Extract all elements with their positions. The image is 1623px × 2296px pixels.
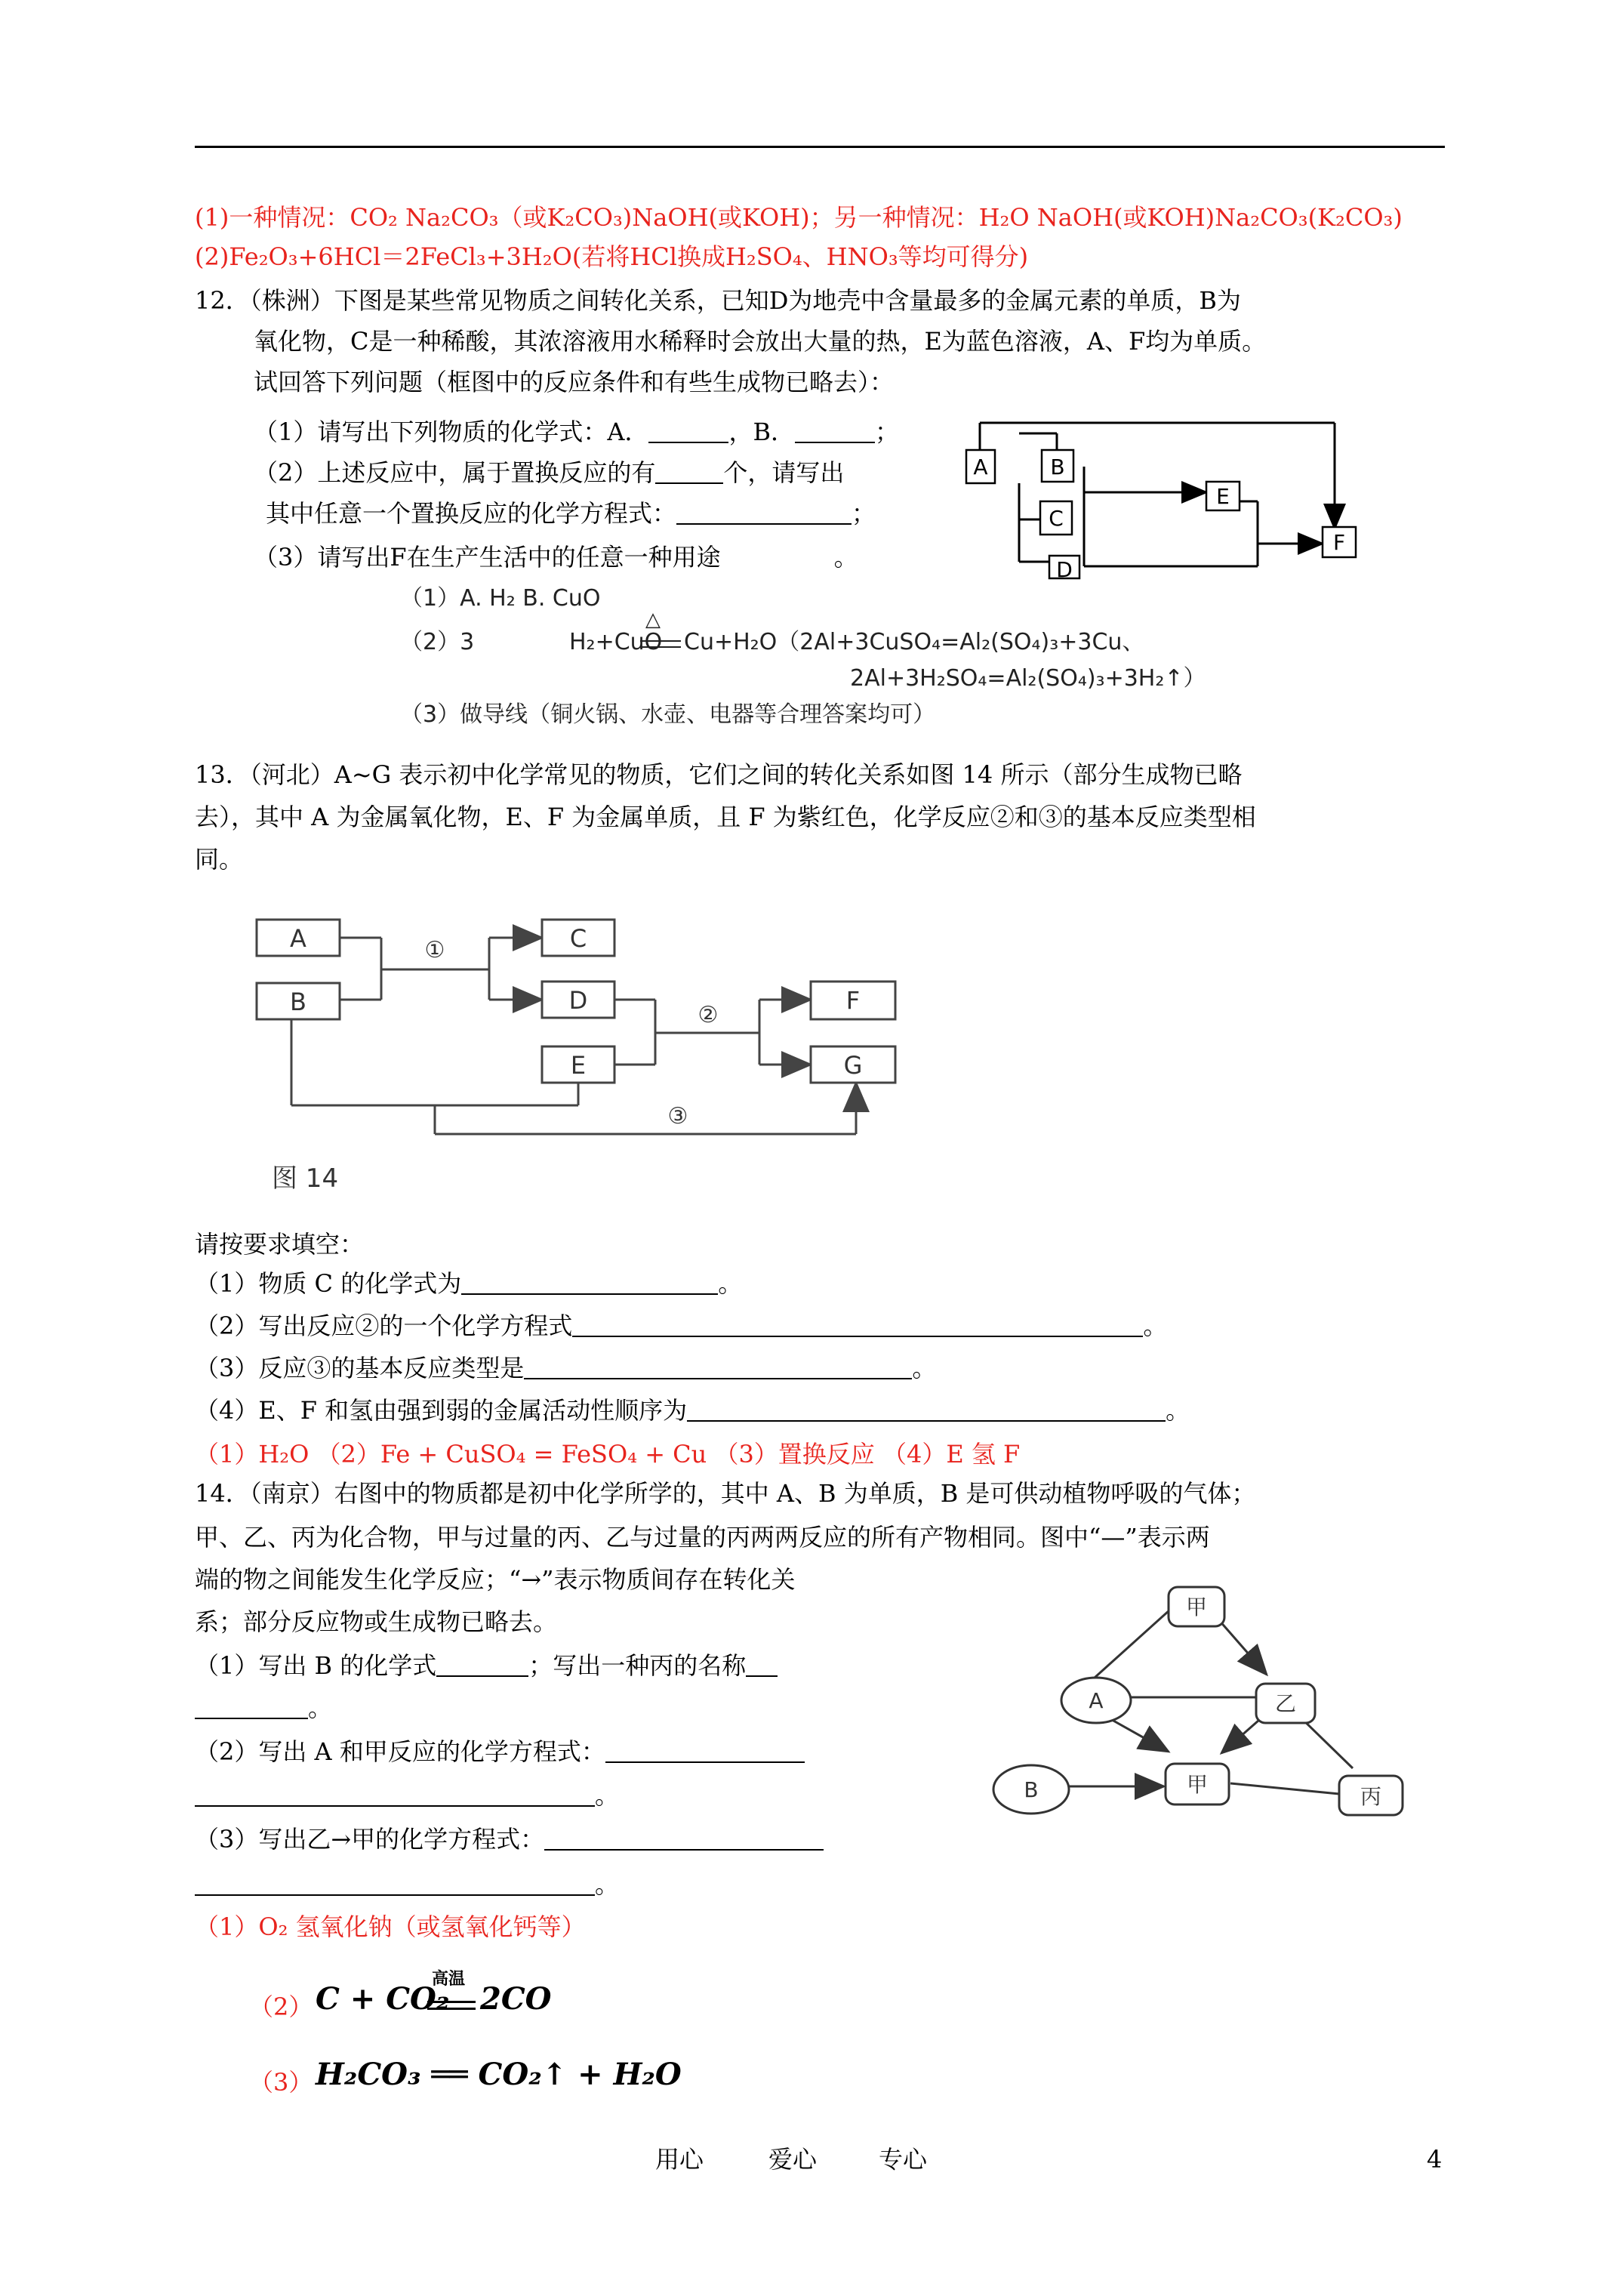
q12-part-2a-end: 个，请写出	[723, 458, 845, 487]
q14-part-1-cont	[195, 1691, 332, 1724]
q14-part-3	[195, 1823, 824, 1856]
q14-answer-2-condition: 高温	[432, 1970, 466, 1989]
q14-node-jia-top: 甲	[1185, 1595, 1208, 1620]
q14-part-2-end: 。	[595, 1781, 620, 1810]
q14-part-3-end: 。	[595, 1870, 620, 1899]
q12-node-d: D	[1056, 557, 1073, 581]
q14-blank-1a[interactable]	[436, 1653, 528, 1677]
q14-blank-3b[interactable]	[195, 1872, 595, 1896]
q13-part-1	[195, 1267, 742, 1300]
q13-answer: （1）H₂O （2）Fe + CuSO₄ = FeSO₄ + Cu （3）置换反应 （4）E 氢 F	[195, 1440, 1021, 1469]
q12-part-2b-end: ；	[852, 499, 876, 528]
q13-reaction-2-label: ②	[698, 1002, 719, 1028]
q14-part-3-text: （3）写出乙→甲的化学方程式：	[195, 1825, 545, 1854]
q14-part-1-mid: ；写出一种丙的名称	[528, 1651, 747, 1680]
footer-item-2: 爱心	[768, 2145, 818, 2174]
q13-blank-3[interactable]	[524, 1355, 912, 1379]
q14-part-2-cont	[195, 1779, 619, 1812]
q14-stem-line-2: 甲、乙、丙为化合物，甲与过量的丙、乙与过量的丙两两反应的所有产物相同。图中“—”表示两	[195, 1523, 1210, 1552]
q12-stem-line-2: 氧化物，C是一种稀酸，其浓溶液用水稀释时会放出大量的热，E为蓝色溶液，A、F均为单质。	[254, 327, 1267, 356]
q13-node-e: E	[570, 1051, 587, 1080]
q13-part-2-text: （2）写出反应②的一个化学方程式	[195, 1311, 573, 1340]
page-number: 4	[1427, 2145, 1443, 2174]
q13-part-3-text: （3）反应③的基本反应类型是	[195, 1354, 525, 1382]
q14-answer-3-equation: H₂CO₃ ══ CO₂↑ + H₂O	[316, 2057, 682, 2092]
q12-answer-2b: 2Al+3H₂SO₄=Al₂(SO₄)₃+3H₂↑）	[850, 665, 1206, 692]
q12-node-b: B	[1050, 455, 1065, 479]
q12-node-f: F	[1332, 530, 1346, 555]
q14-blank-2a[interactable]	[605, 1739, 805, 1763]
q14-answer-2-left: C + CO₂	[316, 1981, 450, 2017]
q14-stem-line-1: 14．（南京）右图中的物质都是初中化学所学的，其中 A、B 为单质，B 是可供动植物呼吸的气体；	[195, 1479, 1256, 1508]
q13-part-3-end: 。	[912, 1354, 937, 1382]
q14-part-1-text: （1）写出 B 的化学式	[195, 1651, 437, 1680]
q14-part-2	[195, 1735, 805, 1768]
footer-item-3: 专心	[879, 2145, 928, 2174]
q13-node-b: B	[290, 988, 306, 1016]
q14-blank-1b-start[interactable]	[746, 1653, 778, 1677]
q12-part-3-end: 。	[833, 543, 858, 572]
q12-answer-2-equals	[640, 640, 681, 648]
q13-reaction-1-label: ①	[424, 937, 445, 963]
q12-node-c: C	[1049, 506, 1064, 531]
q14-answer-2-right: 2CO	[480, 1981, 552, 2017]
q12-part-2a-text: （2）上述反应中，属于置换反应的有	[254, 458, 656, 487]
q12-part-1-sep: ，B．	[728, 418, 796, 446]
q13-blank-4[interactable]	[687, 1398, 1166, 1422]
q12-node-e: E	[1216, 484, 1230, 509]
q13-blank-1[interactable]	[461, 1271, 718, 1295]
q13-stem-line-1: 13．（河北）A~G 表示初中化学常见的物质，它们之间的转化关系如图 14 所示（部分生成物已略	[195, 760, 1243, 789]
q14-node-jia-bottom: 甲	[1186, 1772, 1209, 1797]
q13-node-g: G	[843, 1051, 863, 1080]
q12-diagram	[959, 408, 1366, 581]
q12-blank-b[interactable]	[795, 419, 875, 443]
q13-part-3	[195, 1351, 936, 1385]
q13-node-a: A	[290, 924, 306, 953]
q14-answer-2-equals	[427, 2001, 476, 2010]
q13-part-2-end: 。	[1143, 1311, 1168, 1340]
q12-part-3	[254, 541, 858, 574]
q14-stem-line-3: 端的物之间能发生化学反应；“→”表示物质间存在转化关	[195, 1565, 796, 1594]
q13-node-c: C	[569, 924, 587, 953]
header-rule	[195, 146, 1445, 148]
q13-node-d: D	[568, 986, 588, 1015]
q14-answer-1: （1）O₂ 氢氧化钠（或氢氧化钙等）	[195, 1912, 586, 1941]
q13-figure-caption: 图 14	[272, 1163, 339, 1194]
q14-answer-3-num: （3）	[249, 2068, 313, 2097]
q14-node-yi: 乙	[1274, 1691, 1297, 1716]
q12-stem-line-1: 12．（株洲）下图是某些常见物质之间转化关系，已知D为地壳中含量最多的金属元素的单质，B为	[195, 286, 1241, 315]
q14-stem-line-4: 系；部分反应物或生成物已略去。	[195, 1607, 558, 1636]
q13-part-1-end: 。	[718, 1269, 743, 1298]
q13-stem-line-3: 同。	[195, 845, 244, 874]
q14-node-b: B	[1024, 1777, 1039, 1802]
q13-fill-intro: 请按要求填空：	[195, 1230, 365, 1259]
q14-part-2-text: （2）写出 A 和甲反应的化学方程式：	[195, 1737, 605, 1766]
q13-part-4	[195, 1394, 1190, 1427]
q13-part-4-end: 。	[1166, 1396, 1190, 1425]
q12-answer-1: （1）A. H₂ B. CuO	[400, 585, 601, 612]
q14-blank-3a[interactable]	[544, 1826, 824, 1851]
q12-part-2b-text: 其中任意一个置换反应的化学方程式：	[266, 499, 677, 528]
footer-item-1: 用心	[655, 2145, 704, 2174]
q12-blank-a[interactable]	[648, 419, 728, 443]
q14-blank-2b[interactable]	[195, 1783, 595, 1807]
q13-blank-2[interactable]	[572, 1313, 1143, 1337]
q12-part-1	[254, 415, 899, 448]
q12-answer-2-condition: △	[645, 609, 661, 631]
q13-part-4-text: （4）E、F 和氢由强到弱的金属活动性顺序为	[195, 1396, 688, 1425]
q12-answer-2-left: H₂+CuO	[569, 629, 663, 655]
q12-part-2a	[254, 456, 844, 489]
q12-blank-count[interactable]	[655, 460, 723, 484]
q14-diagram	[974, 1578, 1427, 1835]
q12-blank-equation[interactable]	[676, 501, 852, 525]
q12-part-1-text: （1）请写出下列物质的化学式：A．	[254, 418, 649, 446]
q12-stem-line-3: 试回答下列问题（框图中的反应条件和有些生成物已略去）：	[254, 368, 895, 396]
q12-part-3-text: （3）请写出F在生产生活中的任意一种用途	[254, 543, 721, 572]
q14-node-bing: 丙	[1360, 1784, 1382, 1809]
q14-part-1-end: 。	[308, 1693, 333, 1722]
q14-answer-2-num: （2）	[249, 1992, 313, 2021]
q13-part-1-text: （1）物质 C 的化学式为	[195, 1269, 462, 1298]
q13-stem-line-2: 去），其中 A 为金属氧化物，E、F 为金属单质，且 F 为紫红色，化学反应②和③的基本反应类型相	[195, 803, 1256, 831]
q14-part-3-cont	[195, 1868, 619, 1901]
prev-answer-line-1: (1)一种情况：CO₂ Na₂CO₃（或K₂CO₃)NaOH(或KOH)；另一种情况：H₂O NaOH(或KOH)Na₂CO₃(K₂CO₃)	[195, 203, 1403, 232]
q12-part-1-end: ；	[875, 418, 900, 446]
q13-part-2	[195, 1309, 1167, 1342]
prev-answer-line-2: (2)Fe₂O₃+6HCl＝2FeCl₃+3H₂O(若将HCl换成H₂SO₄、HNO₃等均可得分)	[195, 242, 1029, 271]
q12-node-a: A	[973, 455, 988, 479]
q14-blank-1b-end[interactable]	[195, 1695, 308, 1719]
q13-reaction-3-label: ③	[667, 1103, 688, 1130]
q13-diagram	[249, 903, 913, 1213]
q14-part-1	[195, 1649, 778, 1682]
q12-answer-3: （3）做导线（铜火锅、水壶、电器等合理答案均可）	[400, 701, 936, 728]
q12-part-2b	[266, 497, 876, 530]
q13-node-f: F	[845, 986, 861, 1015]
q12-answer-2-num: （2）3	[400, 629, 475, 655]
q12-answer-2-right: Cu+H₂O（2Al+3CuSO₄=Al₂(SO₄)₃+3Cu、	[684, 629, 1145, 655]
q14-node-a: A	[1089, 1688, 1104, 1713]
